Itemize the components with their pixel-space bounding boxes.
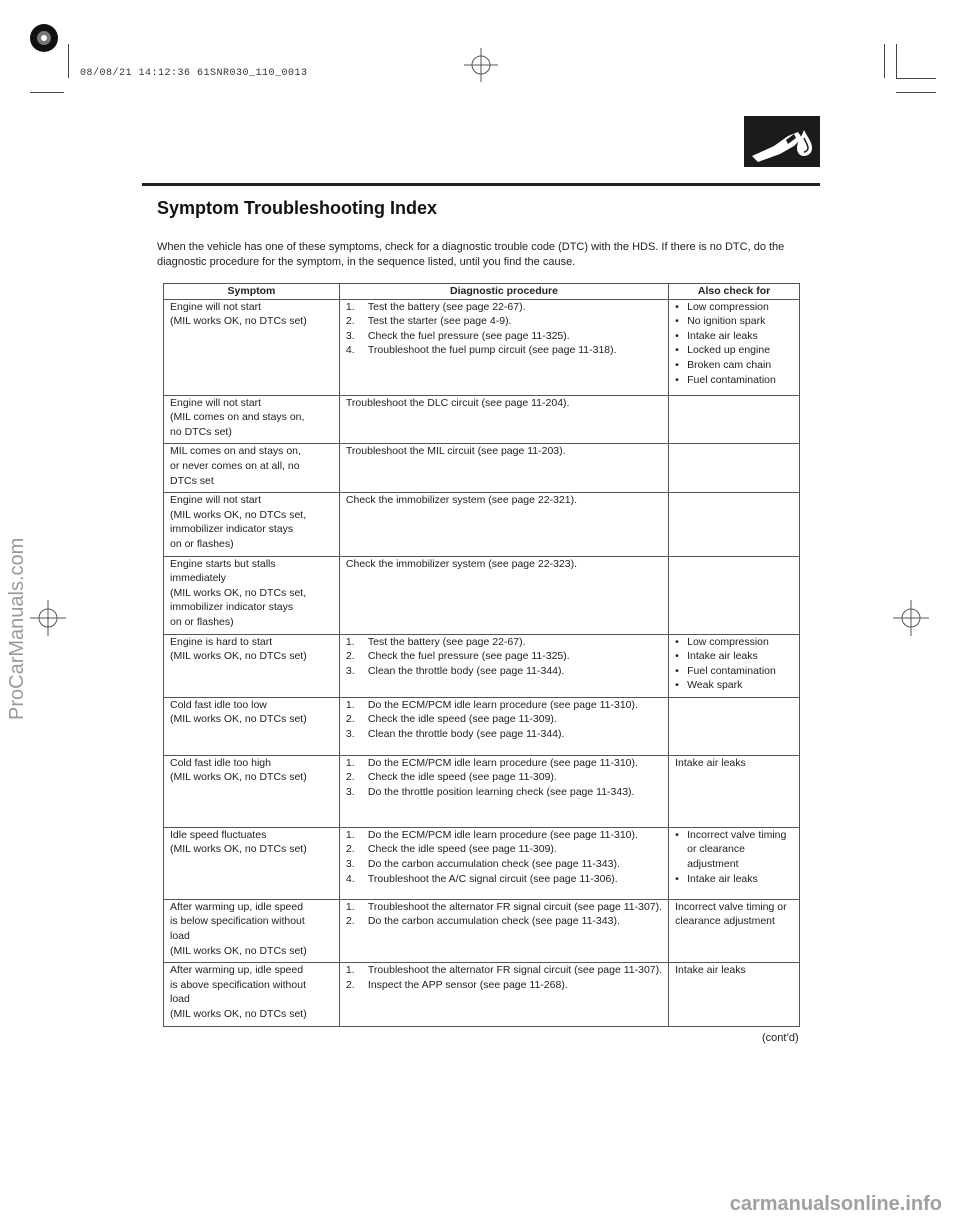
also-check-cell	[669, 299, 800, 395]
symptom-line: or never comes on at all, no	[170, 459, 300, 472]
procedure-steps	[346, 635, 662, 679]
symptom-table	[163, 283, 800, 1027]
crop-mark	[896, 78, 936, 79]
symptom-line: on or flashes)	[170, 615, 234, 628]
bullet-icon: •	[675, 679, 679, 692]
also-check-cell	[669, 634, 800, 697]
table-row	[164, 556, 800, 634]
crop-mark	[30, 92, 64, 93]
symptom-cell	[164, 963, 340, 1026]
also-check-cell	[669, 556, 800, 634]
procedure-step	[346, 857, 662, 872]
also-check-text: Fuel contamination	[687, 664, 776, 677]
step-number: 1.	[345, 756, 355, 769]
procedure-step	[346, 900, 662, 915]
crosshair-icon	[893, 600, 929, 636]
bullet-icon: •	[675, 329, 679, 342]
also-check-cell	[669, 444, 800, 493]
also-check-cell	[669, 395, 800, 444]
registration-mark-top-left	[24, 18, 64, 58]
procedure-step	[346, 828, 662, 843]
column-header-procedure: Diagnostic procedure	[339, 284, 668, 300]
procedure-step	[346, 842, 662, 857]
also-check-text: Low compression	[687, 635, 769, 648]
step-text: Troubleshoot the fuel pump circuit (see page 11-318).	[367, 344, 617, 357]
procedure-step	[346, 963, 662, 978]
table-row	[164, 634, 800, 697]
page-title: Symptom Troubleshooting Index	[157, 198, 438, 218]
symptom-cell	[164, 493, 340, 556]
symptom-cell	[164, 556, 340, 634]
also-check-cell	[669, 827, 800, 899]
step-text: Test the battery (see page 22-67).	[367, 300, 526, 313]
step-text: Troubleshoot the alternator FR signal circuit (see page 11-307).	[367, 964, 663, 977]
symptom-cell	[164, 697, 340, 755]
also-check-text: Intake air leaks	[687, 872, 758, 885]
procedure-text: Troubleshoot the MIL circuit (see page 11-203).	[345, 445, 566, 458]
symptom-line: (MIL works OK, no DTCs set)	[170, 650, 307, 663]
also-check-item	[675, 635, 793, 650]
bullet-icon: •	[675, 373, 679, 386]
symptom-line: (MIL works OK, no DTCs set)	[170, 713, 307, 726]
crosshair-right	[893, 600, 929, 641]
also-check-text: Incorrect valve timing or clearance adjustment	[687, 828, 787, 871]
procedure-step	[346, 343, 662, 358]
symptom-line: (MIL works OK, no DTCs set,	[170, 586, 307, 599]
procedure-step	[346, 872, 662, 887]
procedure-step	[346, 727, 662, 742]
bullet-icon: •	[675, 344, 679, 357]
procedure-steps	[346, 698, 662, 742]
symptom-cell	[164, 444, 340, 493]
also-check-text: Fuel contamination	[687, 373, 776, 386]
also-check-item	[675, 343, 793, 358]
step-number: 1.	[345, 828, 355, 841]
symptom-line: (MIL works OK, no DTCs set)	[170, 843, 307, 856]
also-check-item	[675, 872, 793, 887]
procedure-cell	[339, 493, 668, 556]
step-number: 1.	[345, 964, 355, 977]
also-check-text: Low compression	[687, 300, 769, 313]
step-number: 3.	[345, 728, 355, 741]
bullet-icon: •	[675, 358, 679, 371]
symptom-line: (MIL works OK, no DTCs set)	[170, 315, 307, 328]
procedure-step	[346, 314, 662, 329]
step-number: 3.	[345, 664, 355, 677]
step-text: Do the carbon accumulation check (see page 11-343).	[367, 915, 620, 928]
symptom-line: MIL comes on and stays on,	[170, 445, 301, 458]
symptom-line: load	[170, 993, 190, 1006]
procedure-step	[346, 785, 662, 800]
header-rule	[142, 183, 820, 186]
also-check-text: Intake air leaks	[675, 964, 746, 977]
procedure-step	[346, 698, 662, 713]
bullet-icon: •	[675, 635, 679, 648]
bullet-icon: •	[675, 650, 679, 663]
step-number: 4.	[345, 872, 355, 885]
also-check-item	[675, 358, 793, 373]
crop-mark	[68, 44, 69, 78]
also-check-item	[675, 678, 793, 693]
also-check-text: No ignition spark	[687, 315, 766, 328]
also-check-list	[675, 828, 793, 886]
symptom-line: is below specification without	[170, 915, 305, 928]
step-text: Do the ECM/PCM idle learn procedure (see page 11-310).	[367, 698, 638, 711]
symptom-line: is above specification without	[170, 978, 306, 991]
procedure-steps	[346, 300, 662, 358]
symptom-line: (MIL comes on and stays on,	[170, 411, 305, 424]
symptom-line: Idle speed fluctuates	[170, 828, 267, 841]
intro-paragraph: When the vehicle has one of these symptoms, check for a diagnostic trouble code (DTC) with the HDS. If there is no DTC, do the diagnostic procedure for the symptom, in the sequence listed, until you find the cause.	[157, 241, 785, 268]
procedure-step	[346, 770, 662, 785]
symptom-cell	[164, 634, 340, 697]
step-number: 2.	[345, 915, 355, 928]
crop-mark	[896, 44, 897, 78]
step-number: 4.	[345, 344, 355, 357]
symptom-line: immobilizer indicator stays	[170, 601, 294, 614]
also-check-text: Intake air leaks	[687, 329, 758, 342]
also-check-text: Incorrect valve timing or clearance adjustment	[675, 900, 787, 928]
symptom-line: Engine will not start	[170, 396, 262, 409]
also-check-text: Locked up engine	[687, 344, 771, 357]
also-check-list	[675, 300, 793, 388]
table-row	[164, 963, 800, 1026]
step-number: 2.	[345, 650, 355, 663]
also-check-item	[675, 373, 793, 388]
procedure-cell	[339, 444, 668, 493]
bullet-icon: •	[675, 300, 679, 313]
step-text: Inspect the APP sensor (see page 11-268).	[367, 978, 568, 991]
continued-note: (cont’d)	[762, 1032, 799, 1044]
crosshair-top	[464, 48, 498, 87]
symptom-line: Cold fast idle too high	[170, 756, 271, 769]
step-number: 3.	[345, 858, 355, 871]
procedure-cell	[339, 634, 668, 697]
step-text: Check the idle speed (see page 11-309).	[367, 771, 557, 784]
crop-mark	[884, 44, 885, 78]
symptom-line: After warming up, idle speed	[170, 900, 304, 913]
procedure-steps	[346, 828, 662, 886]
step-text: Do the throttle position learning check (see page 11-343).	[367, 786, 635, 799]
step-number: 3.	[345, 329, 355, 342]
procedure-text: Check the immobilizer system (see page 22-323).	[345, 557, 578, 570]
procedure-step	[346, 914, 662, 929]
also-check-cell	[669, 899, 800, 962]
print-stamp: 08/08/21 14:12:36 61SNR030_110_0013	[80, 68, 308, 79]
symptom-line: (MIL works OK, no DTCs set)	[170, 944, 307, 957]
procedure-cell	[339, 899, 668, 962]
symptom-line: Engine starts but stalls	[170, 557, 276, 570]
procedure-cell	[339, 395, 668, 444]
step-text: Troubleshoot the A/C signal circuit (see page 11-306).	[367, 872, 618, 885]
step-number: 3.	[345, 786, 355, 799]
procedure-step	[346, 712, 662, 727]
step-text: Test the starter (see page 4-9).	[367, 315, 512, 328]
procedure-cell	[339, 556, 668, 634]
table-header-row	[164, 284, 800, 300]
procedure-step	[346, 300, 662, 315]
procedure-step	[346, 329, 662, 344]
procedure-step	[346, 649, 662, 664]
step-text: Clean the throttle body (see page 11-344).	[367, 728, 565, 741]
step-text: Troubleshoot the alternator FR signal circuit (see page 11-307).	[367, 900, 663, 913]
step-text: Check the fuel pressure (see page 11-325).	[367, 650, 570, 663]
step-number: 2.	[345, 771, 355, 784]
symptom-cell	[164, 299, 340, 395]
step-number: 2.	[345, 315, 355, 328]
step-number: 2.	[345, 713, 355, 726]
also-check-text: Intake air leaks	[675, 756, 746, 769]
column-header-also-check: Also check for	[669, 284, 800, 300]
step-number: 1.	[345, 698, 355, 711]
step-text: Test the battery (see page 22-67).	[367, 635, 526, 648]
crosshair-icon	[30, 600, 66, 636]
symptom-line: immediately	[170, 572, 227, 585]
step-text: Do the ECM/PCM idle learn procedure (see page 11-310).	[367, 828, 638, 841]
symptom-line: Engine will not start	[170, 494, 262, 507]
also-check-item	[675, 649, 793, 664]
also-check-cell	[669, 697, 800, 755]
step-number: 1.	[345, 635, 355, 648]
side-watermark: ProCarManuals.com	[6, 537, 28, 720]
fuel-nozzle-icon	[744, 116, 820, 167]
table-row	[164, 899, 800, 962]
bullet-icon: •	[675, 872, 679, 885]
symptom-line: (MIL works OK, no DTCs set,	[170, 508, 307, 521]
symptom-line: After warming up, idle speed	[170, 964, 304, 977]
also-check-item	[675, 664, 793, 679]
procedure-step	[346, 978, 662, 993]
step-text: Check the idle speed (see page 11-309).	[367, 843, 557, 856]
bullet-icon: •	[675, 315, 679, 328]
crosshair-left	[30, 600, 66, 641]
symptom-line: on or flashes)	[170, 537, 234, 550]
column-header-symptom: Symptom	[164, 284, 340, 300]
procedure-steps	[346, 963, 662, 992]
symptom-line: immobilizer indicator stays	[170, 523, 294, 536]
bullet-icon: •	[675, 664, 679, 677]
symptom-cell	[164, 899, 340, 962]
symptom-cell	[164, 395, 340, 444]
also-check-list	[675, 635, 793, 693]
crop-mark	[896, 92, 936, 93]
symptom-line: Engine will not start	[170, 300, 262, 313]
step-number: 1.	[345, 900, 355, 913]
table-row	[164, 395, 800, 444]
step-number: 1.	[345, 300, 355, 313]
procedure-step	[346, 756, 662, 771]
step-text: Check the idle speed (see page 11-309).	[367, 713, 557, 726]
registration-target-icon	[24, 18, 64, 58]
procedure-cell	[339, 755, 668, 827]
procedure-text: Troubleshoot the DLC circuit (see page 11-204).	[345, 396, 570, 409]
also-check-item	[675, 828, 793, 872]
crosshair-icon	[464, 48, 498, 82]
table-row	[164, 697, 800, 755]
procedure-step	[346, 664, 662, 679]
bullet-icon: •	[675, 828, 679, 841]
procedure-cell	[339, 827, 668, 899]
procedure-step	[346, 635, 662, 650]
table-row	[164, 493, 800, 556]
table-row	[164, 299, 800, 395]
step-text: Do the carbon accumulation check (see page 11-343).	[367, 858, 620, 871]
procedure-steps	[346, 756, 662, 800]
also-check-item	[675, 300, 793, 315]
step-text: Check the fuel pressure (see page 11-325).	[367, 329, 570, 342]
table-row	[164, 827, 800, 899]
procedure-cell	[339, 697, 668, 755]
also-check-text: Weak spark	[687, 679, 743, 692]
also-check-cell	[669, 963, 800, 1026]
also-check-text: Intake air leaks	[687, 650, 758, 663]
step-text: Clean the throttle body (see page 11-344).	[367, 664, 565, 677]
step-text: Do the ECM/PCM idle learn procedure (see page 11-310).	[367, 756, 638, 769]
step-number: 2.	[345, 843, 355, 856]
procedure-cell	[339, 963, 668, 1026]
procedure-text: Check the immobilizer system (see page 22-321).	[345, 494, 578, 507]
also-check-text: Broken cam chain	[687, 358, 772, 371]
symptom-line: no DTCs set)	[170, 425, 232, 438]
symptom-line: Cold fast idle too low	[170, 698, 267, 711]
procedure-cell	[339, 299, 668, 395]
step-number: 2.	[345, 978, 355, 991]
symptom-line: (MIL works OK, no DTCs set)	[170, 771, 307, 784]
also-check-cell	[669, 493, 800, 556]
table-row	[164, 444, 800, 493]
also-check-cell	[669, 755, 800, 827]
symptom-cell	[164, 827, 340, 899]
symptom-line: (MIL works OK, no DTCs set)	[170, 1008, 307, 1021]
table-row	[164, 755, 800, 827]
also-check-item	[675, 314, 793, 329]
symptom-line: load	[170, 930, 190, 943]
also-check-item	[675, 329, 793, 344]
symptom-line: Engine is hard to start	[170, 635, 273, 648]
bottom-watermark: carmanualsonline.info	[729, 1193, 942, 1215]
symptom-line: DTCs set	[170, 474, 214, 487]
procedure-steps	[346, 900, 662, 929]
section-tab	[744, 116, 820, 167]
symptom-cell	[164, 755, 340, 827]
